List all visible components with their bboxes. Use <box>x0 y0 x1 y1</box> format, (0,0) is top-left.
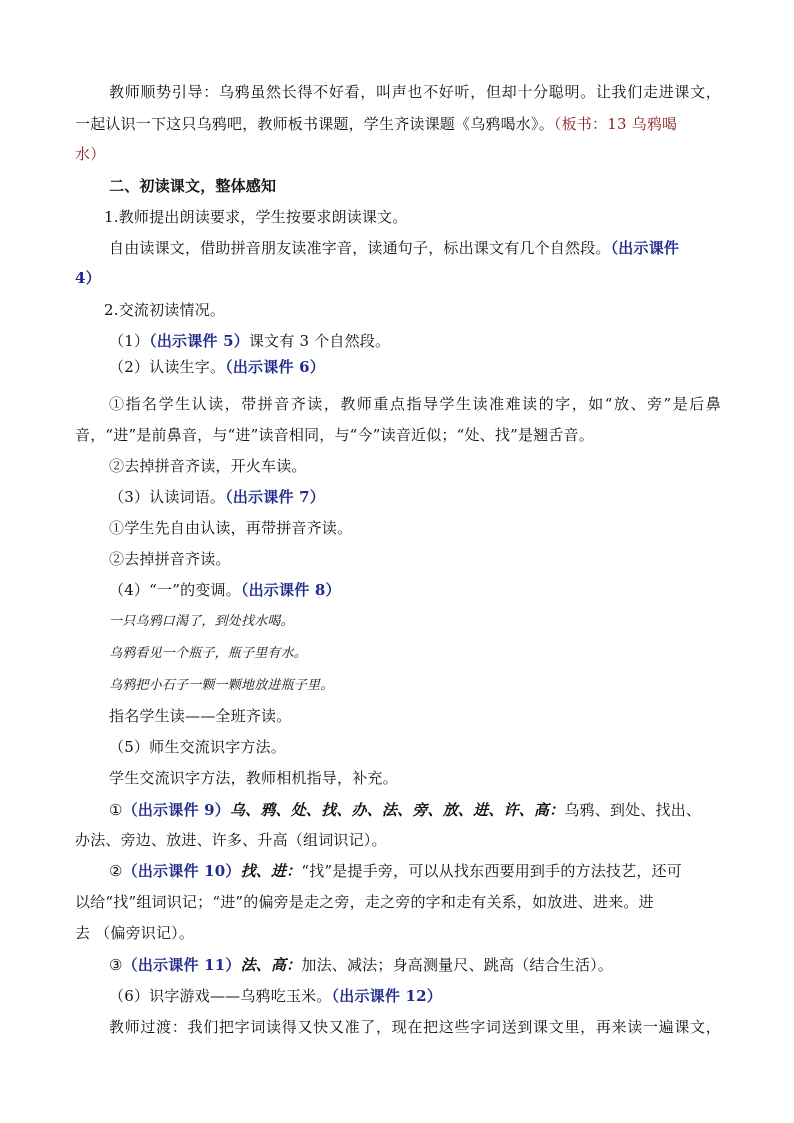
method-2-text: “找”是提手旁，可以从找东西要用到手的方法技艺，还可 <box>301 862 682 880</box>
point-6-text: （6）识字游戏——乌鸦吃玉米。 <box>109 987 332 1005</box>
intro-line-3: 水） <box>75 145 106 163</box>
point-3 <box>109 488 325 506</box>
intro-line-1: 教师顺势引导：乌鸦虽然长得不好看，叫声也不好听，但却十分聪明。让我们走进课文， <box>109 83 721 101</box>
method-2 <box>109 862 682 880</box>
point-5: （5）师生交流识字方法。 <box>109 738 286 756</box>
method-3-num: ③ <box>109 956 123 974</box>
point-6 <box>109 987 442 1005</box>
point-2 <box>109 358 325 376</box>
blackboard-note: （板书：13 乌鸦喝 <box>553 115 678 133</box>
method-1-num: ① <box>109 801 123 819</box>
method-2-line-3: 去 （偏旁识记）。 <box>75 924 195 942</box>
method-3-chars: 法、高： <box>240 956 302 974</box>
intro-line-2-text: 一起认识一下这只乌鸦吧，教师板书课题，学生齐读课题《乌鸦喝水》。 <box>75 115 554 133</box>
method-3-text: 加法、减法；身高测量尺、跳高（结合生活）。 <box>301 956 614 974</box>
point-2-text: （2）认读生字。 <box>109 358 226 376</box>
courseware-ref-4-end: 4） <box>75 269 101 287</box>
example-reading: 指名学生读——全班齐读。 <box>109 707 292 725</box>
method-3 <box>109 956 613 974</box>
example-sentence-1: 一只乌鸦口渴了，到处找水喝。 <box>109 614 294 629</box>
point-1-num: （1） <box>109 332 150 350</box>
circle-1-line-1: ①指名学生认读，带拼音齐读，教师重点指导学生读准难读的字，如“放、旁”是后鼻 <box>109 395 721 413</box>
point-1 <box>109 332 390 350</box>
method-2-num: ② <box>109 862 123 880</box>
courseware-ref-8: （出示课件 8） <box>240 581 341 599</box>
method-1 <box>109 801 701 819</box>
intro-line-2 <box>75 115 677 133</box>
point-4-text: （4）“一”的变调。 <box>109 581 241 599</box>
section-heading: 二、初读课文，整体感知 <box>109 177 277 195</box>
step-1: 1.教师提出朗读要求，学生按要求朗读课文。 <box>104 208 408 226</box>
courseware-ref-12: （出示课件 12） <box>331 987 442 1005</box>
courseware-ref-7: （出示课件 7） <box>225 488 325 506</box>
circle-3: ①学生先自由认读，再带拼音齐读。 <box>109 519 353 537</box>
example-sentence-3: 乌鸦把小石子一颗一颗地放进瓶子里。 <box>109 678 334 693</box>
step-1-body <box>109 239 679 257</box>
courseware-ref-10: （出示课件 10） <box>122 862 241 880</box>
point-5-body: 学生交流识字方法，教师相机指导，补充。 <box>109 769 398 787</box>
example-sentence-2: 乌鸦看见一个瓶子，瓶子里有水。 <box>109 646 308 661</box>
courseware-ref-6: （出示课件 6） <box>225 358 325 376</box>
circle-1-line-2: 音，“进”是前鼻音，与“进”读音相同，与“今”读音近似；“处、找”是翘舌音。 <box>75 426 594 444</box>
method-2-chars: 找、进： <box>240 862 302 880</box>
courseware-ref-9: （出示课件 9） <box>122 801 230 819</box>
point-1-text: 课文有 3 个自然段。 <box>248 332 391 350</box>
point-4 <box>109 581 341 599</box>
method-1-chars: 乌、鸦、处、找、办、法、旁、放、进、许、高： <box>229 801 565 819</box>
transition-line: 教师过渡：我们把字词读得又快又准了，现在把这些字词送到课文里，再来读一遍课文， <box>109 1018 721 1036</box>
step-2: 2.交流初读情况。 <box>104 301 226 319</box>
point-3-text: （3）认读词语。 <box>109 488 226 506</box>
courseware-ref-4: （出示课件 <box>610 239 680 257</box>
courseware-ref-5: （出示课件 5） <box>149 332 249 350</box>
circle-4: ②去掉拼音齐读。 <box>109 550 231 568</box>
method-1-line-2: 办法、旁边、放进、许多、升高（组词识记）。 <box>75 831 387 849</box>
step-1-body-text: 自由读课文，借助拼音朋友读准字音，读通句子，标出课文有几个自然段。 <box>109 239 611 257</box>
courseware-ref-11: （出示课件 11） <box>122 956 241 974</box>
circle-2: ②去掉拼音齐读，开火车读。 <box>109 457 307 475</box>
method-1-words: 乌鸦、到处、找出、 <box>564 801 702 819</box>
method-2-line-2: 以给“找”组词识记；“进”的偏旁是走之旁，走之旁的字和走有关系，如放进、进来。进 <box>75 893 654 911</box>
